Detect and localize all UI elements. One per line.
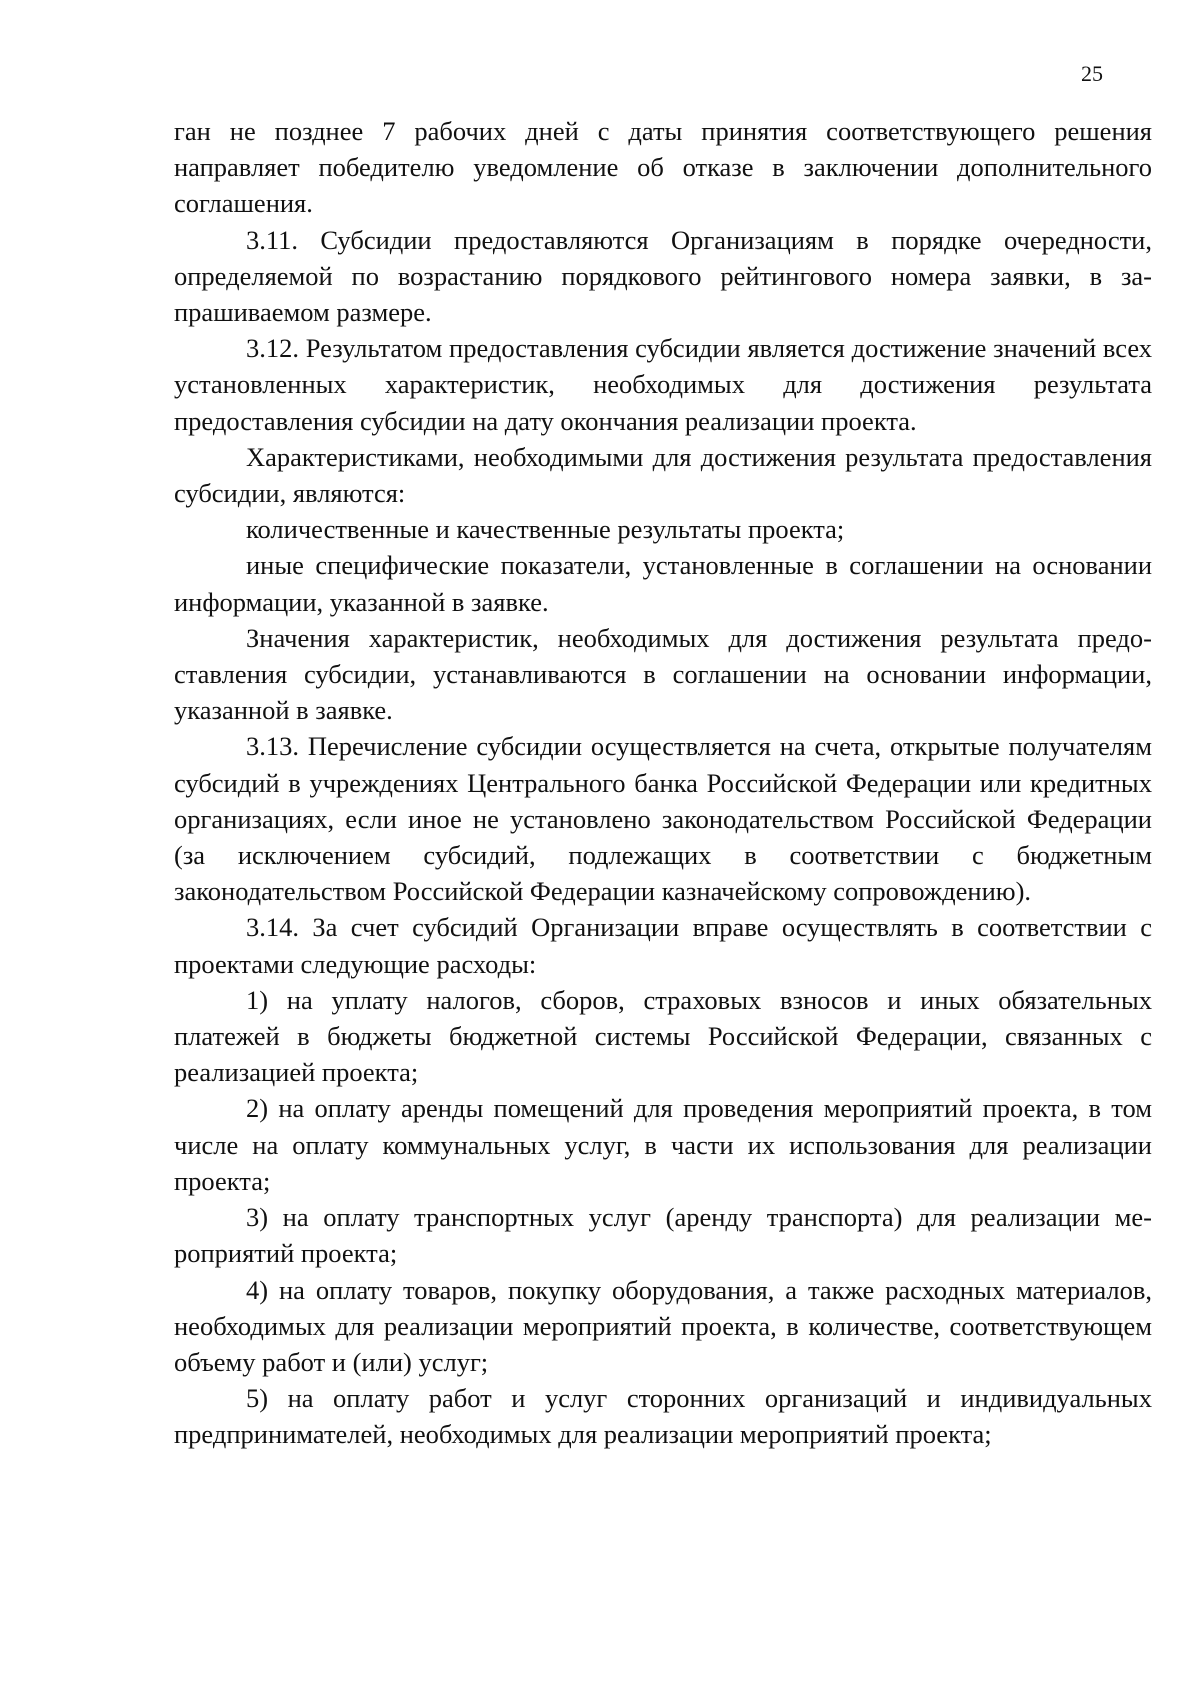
- paragraph-3-14: 3.14. За счет субсидий Организации вправе осуществлять в соответствии с проектами следующие расходы:: [174, 912, 1152, 979]
- paragraph-continuation: ган не позднее 7 рабочих дней с даты принятия соответствующего решения направляет победителю уведомление об отказе в заключении дополнительного соглашения.: [174, 116, 1152, 219]
- paragraph-3-13: 3.13. Перечисление субсидии осуществляется на счета, открытые получателям субсидий в учреждениях Центрального банка Российской Федерации или кредитных организациях, если иное не установлено законодательством Российской Федерации (за исключением субсидий, подлежащих в соответствии с бюджетным законодательством Российской Федерации казначейскому сопровождению).: [174, 731, 1152, 907]
- paragraph-3-12: 3.12. Результатом предоставления субсидии является достижение значений всех установленных характеристик, необходимых для достижения результата предоставления субсидии на дату окончания реализации проекта.: [174, 333, 1152, 436]
- paragraph-3-11: 3.11. Субсидии предоставляются Организациям в порядке очередности, определяемой по возрастанию порядкового рейтингового номера заявки, в запрашиваемом размере.: [174, 224, 1152, 328]
- list-item-4: 4) на оплату товаров, покупку оборудования, а также расходных материалов, необходимых для реализации мероприятий проекта, в количестве, соответствующем объему работ и (или) услуг;: [174, 1274, 1152, 1377]
- list-item-5: 5) на оплату работ и услуг сторонних организаций и индивидуальных предпринимателей, необходимых для реализации мероприятий проекта;: [174, 1383, 1152, 1450]
- paragraph-characteristic-values: Значения характеристик, необходимых для достижения результата предоставления субсидии, устанавливаются в соглашении на основании информации, указанной в заявке.: [174, 622, 1152, 726]
- page-number: 25: [1081, 61, 1103, 86]
- list-item-1: 1) на уплату налогов, сборов, страховых взносов и иных обязательных платежей в бюджеты бюджетной системы Российской Федерации, связанных с реализацией проекта;: [174, 984, 1152, 1088]
- paragraph-characteristics-intro: Характеристиками, необходимыми для достижения результата предоставления субсидии, являются:: [174, 441, 1152, 509]
- paragraph-quantitative-results: количественные и качественные результаты проекта;: [246, 514, 845, 545]
- list-item-3: 3) на оплату транспортных услуг (аренду транспорта) для реализации мероприятий проекта;: [174, 1202, 1152, 1269]
- document-body: [174, 113, 1152, 1453]
- list-item-2: 2) на оплату аренды помещений для проведения мероприятий проекта, в том числе на оплату коммунальных услуг, в части их использования для реализации проекта;: [174, 1093, 1152, 1196]
- paragraph-specific-indicators: иные специфические показатели, установленные в соглашении на основании информации, указанной в заявке.: [174, 550, 1152, 617]
